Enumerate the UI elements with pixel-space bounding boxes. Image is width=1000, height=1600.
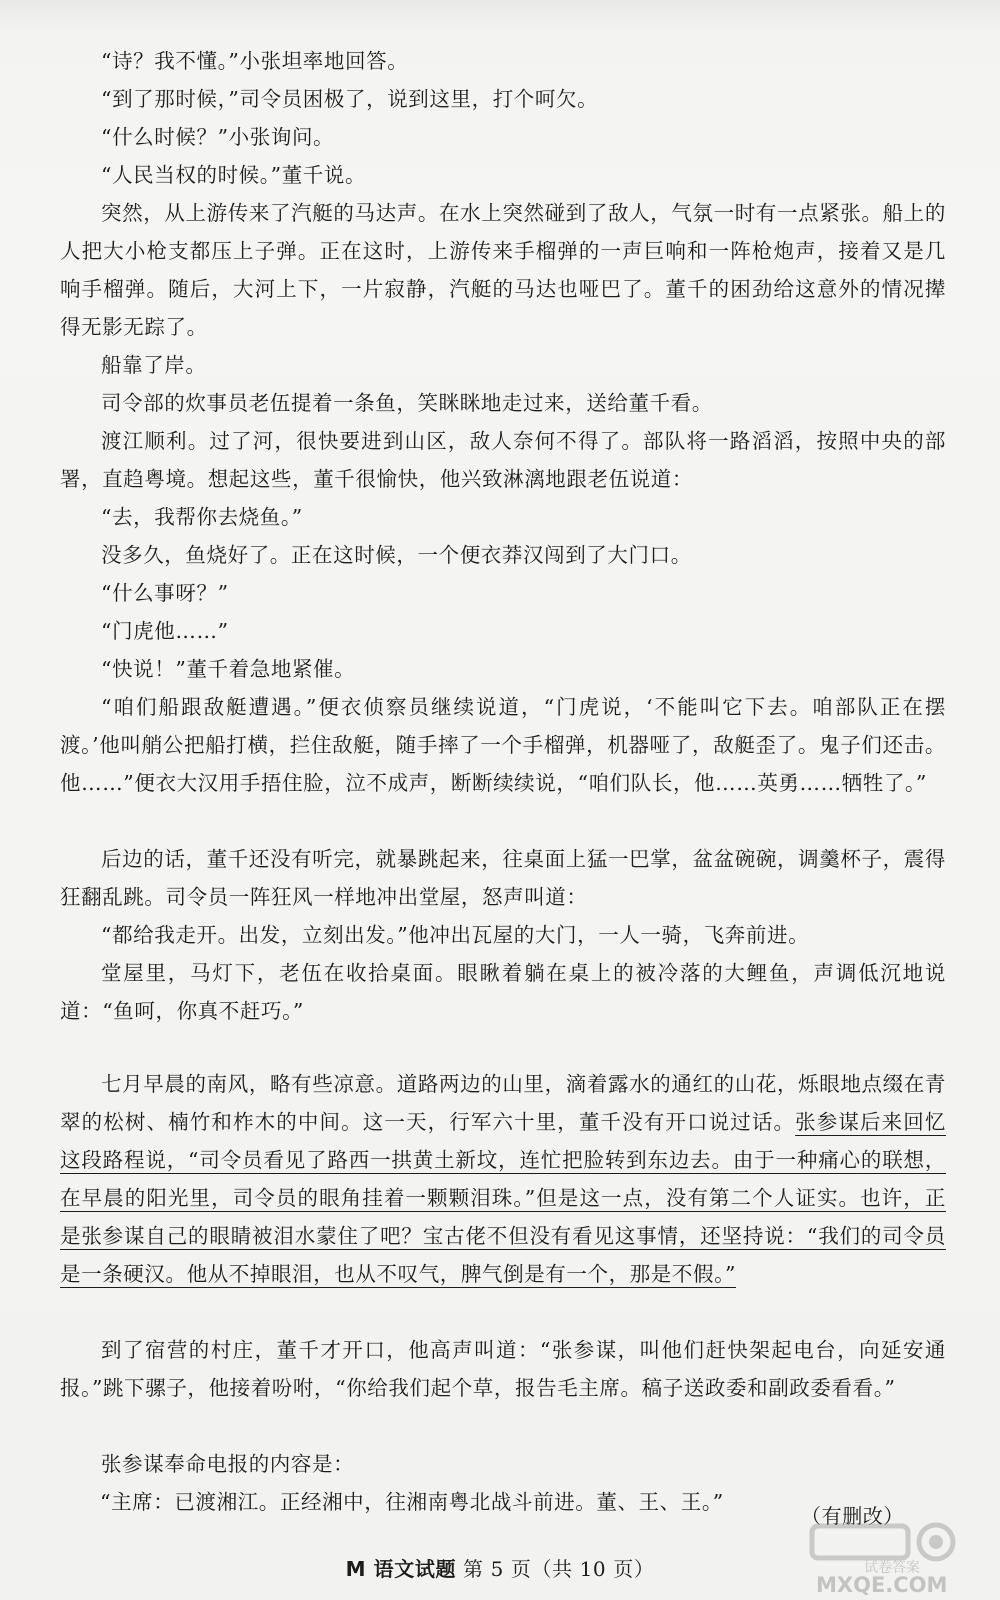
paragraph: 没多久，鱼烧好了。正在这时候，一个便衣莽汉闯到了大门口。 (101, 543, 692, 567)
footer-subject: M 语文试题 (345, 1557, 457, 1581)
paragraph: “人民当权的时候。”董千说。 (101, 163, 367, 187)
paragraph-underlined (60, 1065, 946, 1293)
source-credit: （有删改） (801, 1504, 904, 1528)
paragraph: 司令部的炊事员老伍提着一条鱼，笑眯眯地走过来，送给董千看。 (101, 391, 713, 415)
watermark-text: 试卷答案 (864, 1560, 920, 1576)
footer-page-info: 第 5 页（共 10 页） (463, 1557, 655, 1581)
paragraph: “都给我走开。出发，立刻出发。”他冲出瓦屋的大门，一人一骑，飞奔前进。 (101, 923, 810, 947)
paragraph: 后边的话，董千还没有听完，就暴跳起来，往桌面上猛一巴掌，盆盆碗碗，调羹杯子，震得狂翻乱跳。司令员一阵狂风一样地冲出堂屋，怒声叫道： (60, 847, 946, 909)
paragraph: “主席：已渡湘江。正经湘中，往湘南粤北战斗前进。董、王、王。” (100, 1490, 724, 1514)
watermark-logo-icon (808, 1520, 978, 1596)
paragraph: “什么时候？”小张询问。 (101, 125, 335, 149)
paragraph: “去，我帮你去烧鱼。” (101, 505, 303, 529)
paragraph: “诗？我不懂。”小张坦率地回答。 (101, 49, 409, 73)
paragraph: 突然，从上游传来了汽艇的马达声。在水上突然碰到了敌人，气氛一时有一点紧张。船上的人把大小枪支都压上子弹。正在这时，上游传来手榴弹的一声巨响和一阵枪炮声，接着又是几响手榴弹。随后，大河上下，一片寂静，汽艇的马达也哑巴了。董千的困劲给这意外的情况撵得无影无踪了。 (60, 201, 946, 339)
underlined-passage: 张参谋后来回忆这段路程说，“司令员看见了路西一拱黄土新坟，连忙把脸转到东边去。由于一种痛心的联想，在早晨的阳光里，司令员的眼角挂着一颗颗泪珠。”但是这一点，没有第二个人证实。也许，正是张参谋自己的眼睛被泪水蒙住了吧？宝古佬不但没有看见这事情，还坚持说：“我们的司令员是一条硬汉。他从不掉眼泪，也从不叹气，脾气倒是有一个，那是不假。” (60, 1110, 946, 1286)
paragraph-text: 七月早晨的南风，略有些凉意。道路两边的山里，滴着露水的通红的山花，烁眼地点缀在青翠的松树、楠竹和柞木的中间。这一天，行军六十里，董千没有开口说过话。 (60, 1072, 946, 1134)
paragraph: 到了宿营的村庄，董千才开口，他高声叫道：“张参谋，叫他们赶快架起电台，向延安通报。”跳下骡子，他接着吩咐，“你给我们起个草，报告毛主席。稿子送政委和副政委看看。” (60, 1338, 946, 1400)
paragraph: “咱们船跟敌艇遭遇。”便衣侦察员继续说道，“门虎说，‘不能叫它下去。咱部队正在摆渡。’他叫艄公把船打横，拦住敌艇，随手摔了一个手榴弹，机器哑了，敌艇歪了。鬼子们还击。他……”便衣大汉用手捂住脸，泣不成声，断断续续说，“咱们队长，他……英勇……牺牲了。” (60, 695, 946, 795)
paragraph: “到了那时候，”司令员困极了，说到这里，打个呵欠。 (101, 87, 599, 111)
paragraph: “快说！”董千着急地紧催。 (101, 657, 356, 681)
paragraph: “门虎他……” (101, 619, 229, 643)
paragraph: 船靠了岸。 (101, 353, 207, 377)
watermark-site: MXQE.COM (816, 1573, 948, 1596)
paragraph: 渡江顺利。过了河，很快要进到山区，敌人奈何不得了。部队将一路滔滔，按照中央的部署，直趋粤境。想起这些，董千很愉快，他兴致淋漓地跟老伍说道： (60, 429, 946, 491)
paragraph: “什么事呀？” (101, 581, 229, 605)
paragraph: 张参谋奉命电报的内容是： (101, 1452, 355, 1476)
paragraph: 堂屋里，马灯下，老伍在收拾桌面。眼瞅着躺在桌上的被冷落的大鲤鱼，声调低沉地说道：“鱼呵，你真不赶巧。” (60, 961, 946, 1023)
